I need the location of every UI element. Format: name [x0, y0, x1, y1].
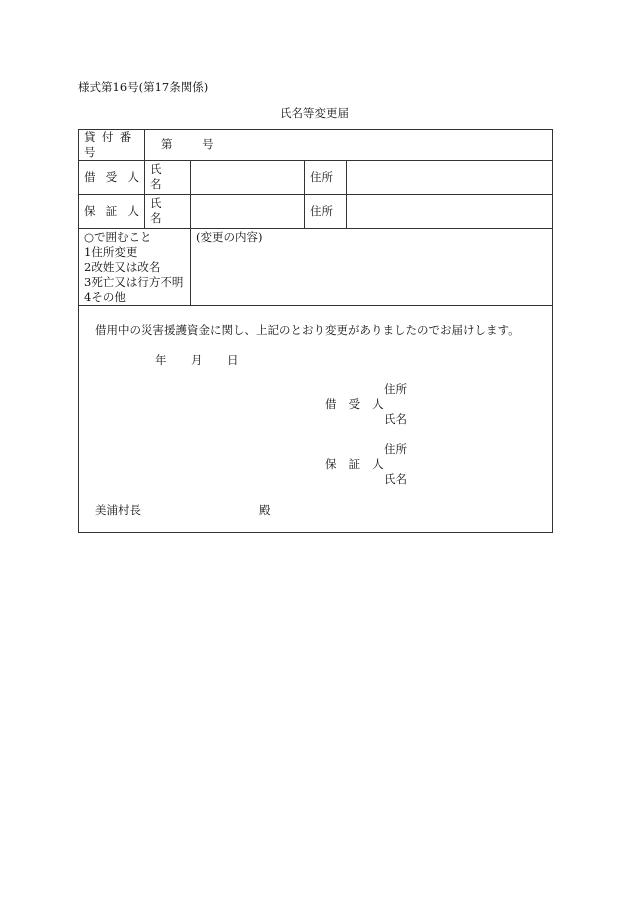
borrower-label: 借受人 — [79, 160, 145, 194]
guarantor-name-label: 氏名 — [145, 194, 191, 228]
change-notification-form — [78, 129, 553, 533]
loan-number-prefix: 第 — [161, 137, 173, 152]
change-type-row — [79, 228, 553, 305]
form-number: 様式第16号(第17条関係) — [78, 80, 209, 94]
guarantor-row — [79, 194, 553, 228]
circle-instruction: ○で囲むこと — [84, 229, 152, 244]
form-title: 氏名等変更届 — [280, 106, 349, 120]
borrower-sign-role: 借受人 — [325, 396, 396, 411]
guarantor-name-field[interactable] — [191, 194, 305, 228]
reason-death-missing[interactable]: 3死亡又は行方不明 — [84, 274, 184, 289]
statement-text: 借用中の災害援護資金に関し、上記のとおり変更がありましたのでお届けします。 — [95, 322, 520, 337]
statement-row — [79, 305, 553, 532]
date-year: 年 — [155, 352, 167, 367]
guarantor-label: 保証人 — [79, 194, 145, 228]
date-month: 月 — [191, 352, 203, 367]
borrower-row — [79, 160, 553, 194]
loan-number-suffix: 号 — [202, 137, 214, 152]
recipient: 美浦村長 — [95, 502, 141, 517]
statement-cell — [79, 305, 553, 532]
guarantor-sign-role: 保証人 — [325, 456, 396, 471]
borrower-address-field[interactable] — [347, 160, 553, 194]
borrower-name-label: 氏名 — [145, 160, 191, 194]
guarantor-address-label: 住所 — [305, 194, 347, 228]
date-day: 日 — [227, 352, 239, 367]
loan-number-value[interactable] — [145, 130, 553, 161]
loan-number-label: 貸付番号 — [79, 130, 145, 161]
loan-number-row — [79, 130, 553, 161]
guarantor-sign-name-label: 氏名 — [384, 471, 407, 486]
borrower-sign-name-label: 氏名 — [384, 411, 407, 426]
borrower-sign-address-label: 住所 — [384, 381, 407, 396]
honorific: 殿 — [259, 502, 271, 517]
guarantor-address-field[interactable] — [347, 194, 553, 228]
reason-name-change[interactable]: 2改姓又は改名 — [84, 259, 161, 274]
guarantor-sign-address-label: 住所 — [384, 441, 407, 456]
change-type-list — [79, 228, 191, 305]
borrower-name-field[interactable] — [191, 160, 305, 194]
borrower-address-label: 住所 — [305, 160, 347, 194]
reason-other[interactable]: 4その他 — [84, 289, 126, 304]
change-details-field[interactable] — [191, 228, 553, 305]
change-details-label: (変更の内容) — [196, 229, 263, 244]
reason-address-change[interactable]: 1住所変更 — [84, 244, 138, 259]
